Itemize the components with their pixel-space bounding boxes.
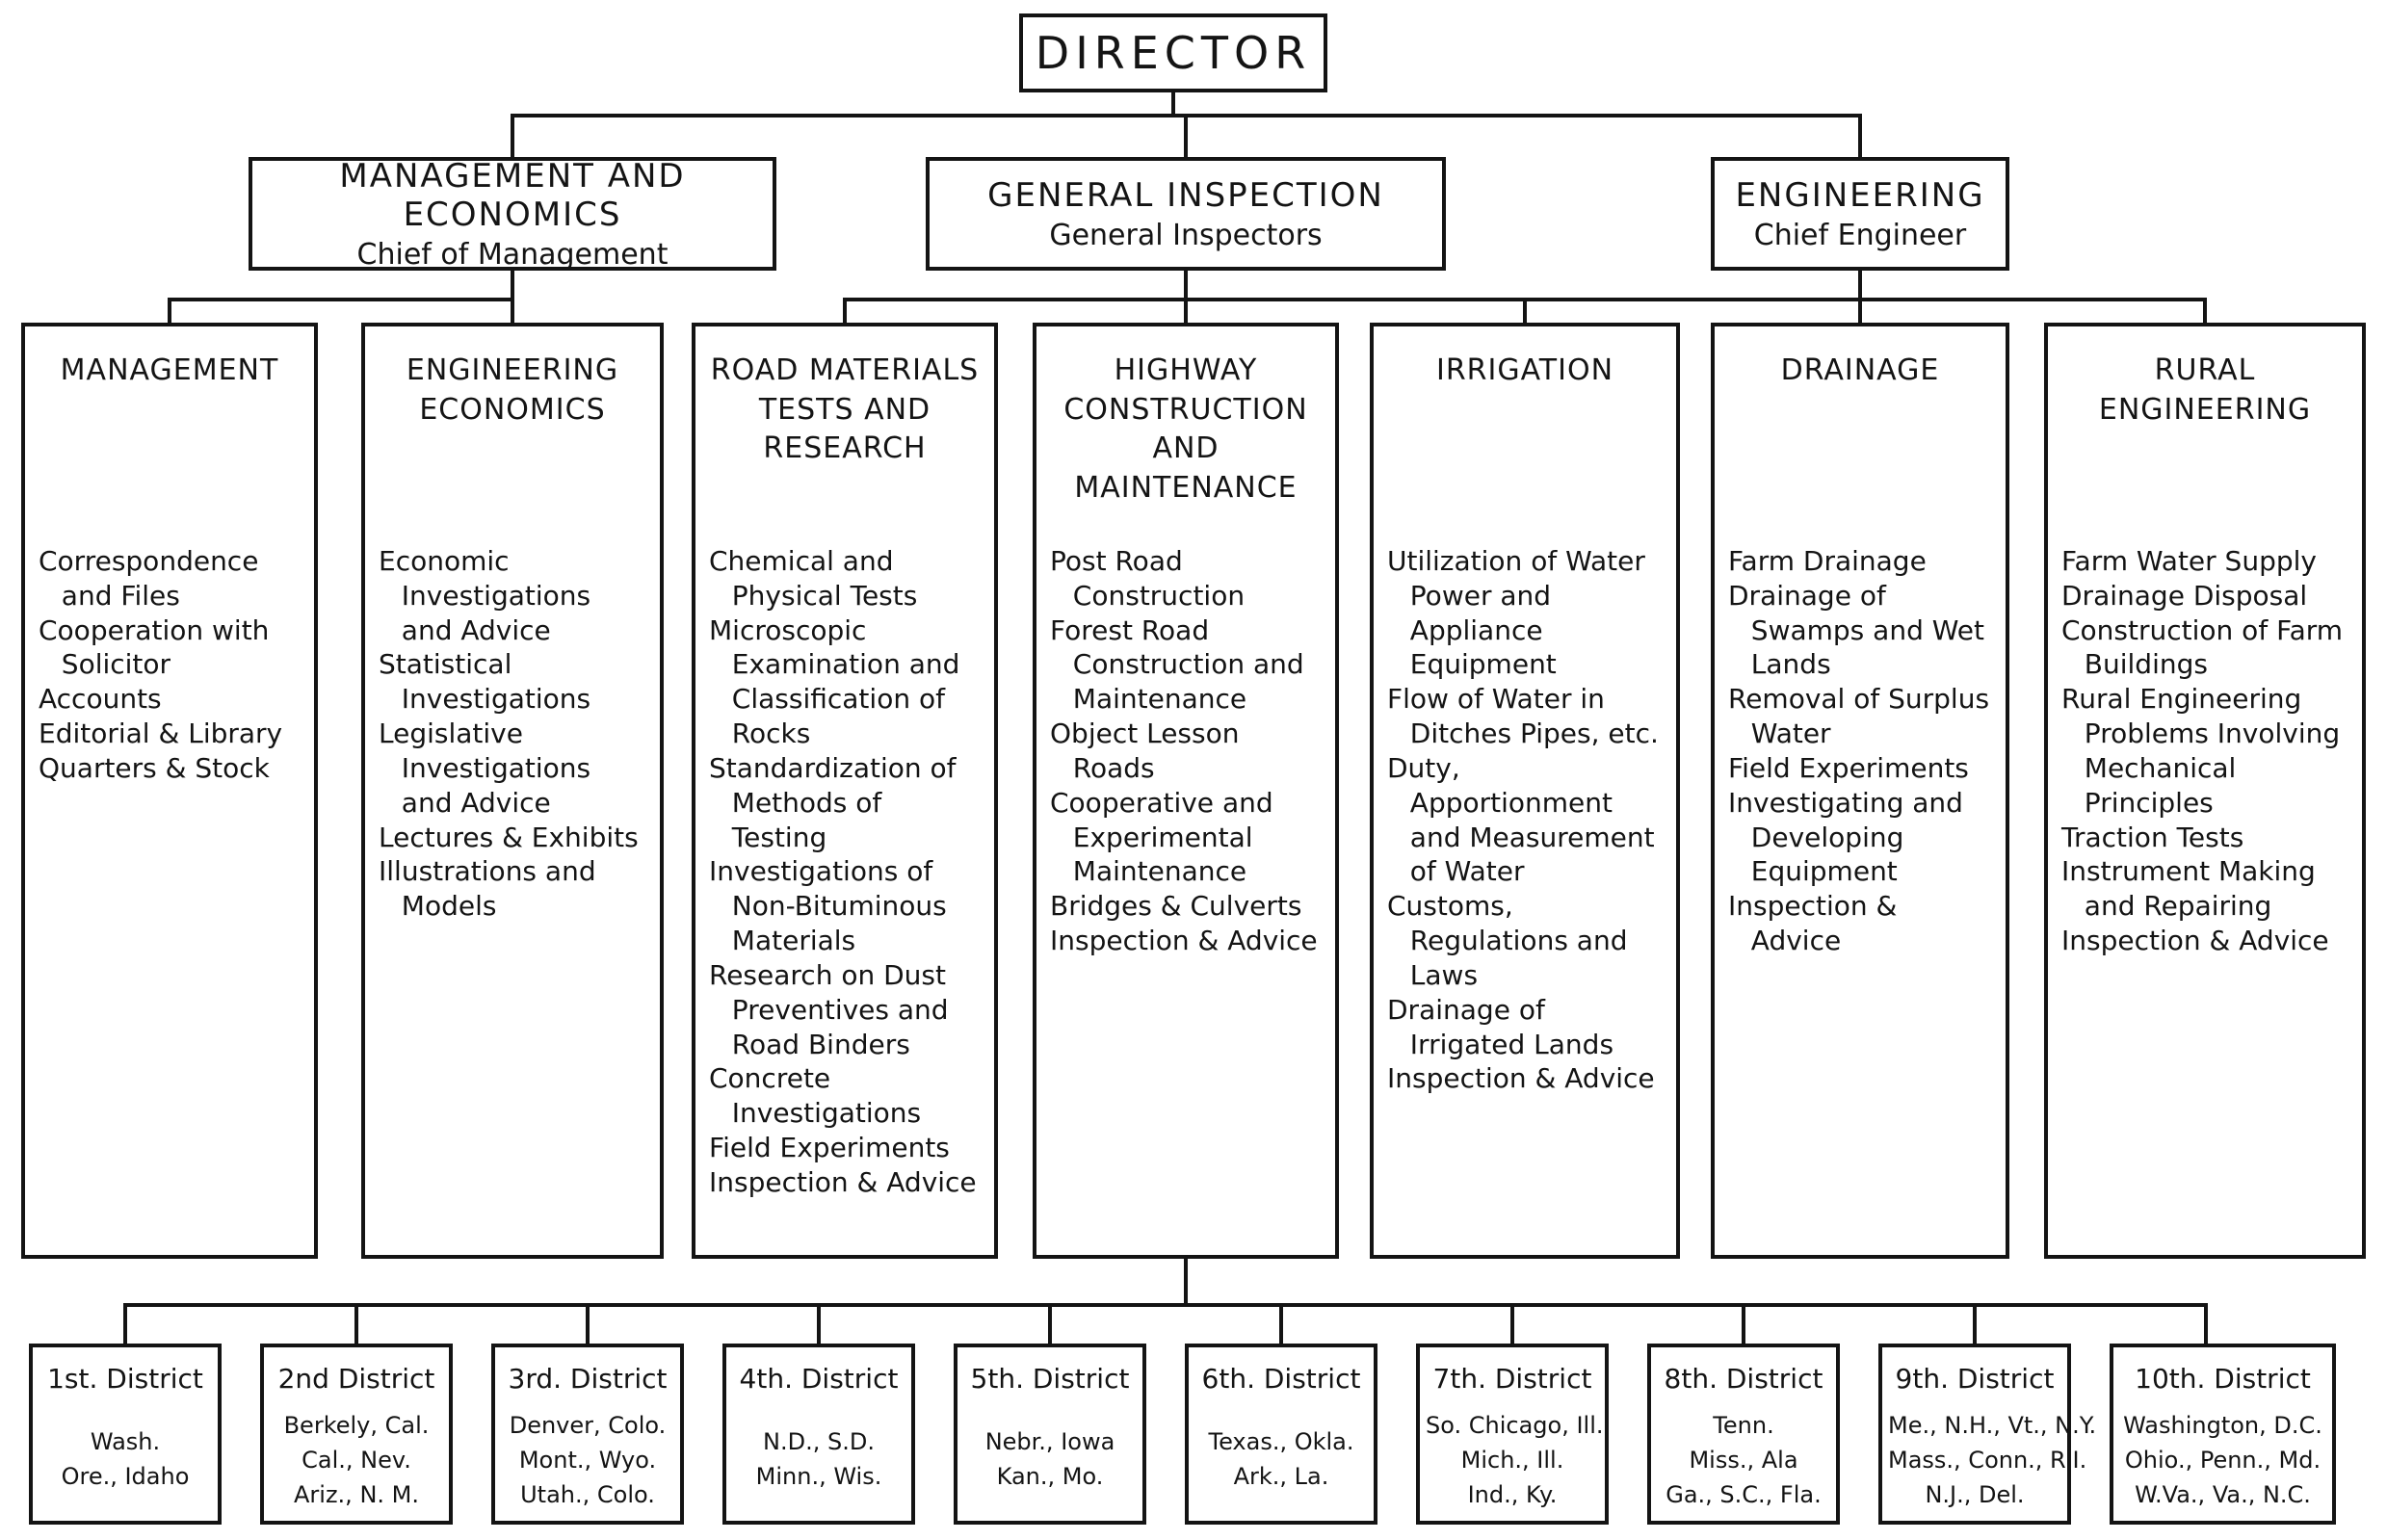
district-box-1 <box>29 1344 222 1525</box>
dept-item: Farm Water Supply <box>2061 545 2317 577</box>
connector-stub-gen-inspection <box>1184 114 1188 157</box>
connector-stub-district-6 <box>1279 1303 1283 1344</box>
dept-title: RURAL ENGINEERING <box>2098 353 2312 427</box>
district-title: 7th. District <box>1432 1363 1592 1395</box>
dept-item: Inspection & Advice <box>2061 925 2329 957</box>
dept-item-list <box>379 544 646 924</box>
dept-item: Post Road Construction <box>1050 545 1246 612</box>
district-line: Minn., Wis. <box>755 1462 882 1490</box>
district-states <box>2119 1395 2326 1512</box>
district-line: Berkely, Cal. <box>283 1412 430 1439</box>
dept-item: Rural Engineering Problems Involving Mechanical Principles <box>2061 683 2341 819</box>
district-line: Tenn. <box>1713 1412 1774 1439</box>
dept-item: Construction of Farm Buildings <box>2061 613 2344 681</box>
dept-item: Removal of Surplus Water <box>1728 683 1990 750</box>
dept-item: Correspondence and Files <box>39 545 259 612</box>
district-box-4 <box>722 1344 915 1525</box>
connector-engineering-drop <box>1858 269 1862 323</box>
district-title: 3rd. District <box>508 1363 668 1395</box>
dept-item: Instrument Making and Repairing <box>2061 855 2316 923</box>
district-title: 2nd District <box>277 1363 435 1395</box>
district-line: Texas., Okla. <box>1208 1427 1354 1455</box>
dept-column-management <box>21 323 318 1259</box>
district-title: 6th. District <box>1201 1363 1361 1395</box>
division-subtitle: Chief Engineer <box>1753 218 1967 252</box>
dept-title: ROAD MATERIALS TESTS AND RESEARCH <box>710 353 980 465</box>
connector-gen-inspection-drop <box>1184 269 1188 323</box>
district-line: Mass., Conn., R.I. <box>1888 1447 2087 1474</box>
dept-item: Cooperation with Solicitor <box>39 613 270 681</box>
dept-item: Drainage of Swamps and Wet Lands <box>1728 579 1984 681</box>
district-title: 9th. District <box>1895 1363 2055 1395</box>
dept-item: Forest Road Construction and Maintenance <box>1050 613 1304 716</box>
district-title: 4th. District <box>739 1363 899 1395</box>
dept-item: Field Experiments <box>709 1132 950 1164</box>
district-box-2 <box>260 1344 453 1525</box>
director-box <box>1019 13 1327 92</box>
dept-item: Drainage of Irrigated Lands <box>1387 993 1614 1060</box>
division-box-engineering <box>1711 157 2009 271</box>
connector-stub-district-10 <box>2204 1303 2208 1344</box>
dept-item-list <box>1050 544 1322 958</box>
connector-left-bus <box>168 298 514 301</box>
dept-column-engineering-economics <box>361 323 664 1259</box>
dept-column-highway-construction-and-maintenance <box>1033 323 1339 1259</box>
district-line: N.J., Del. <box>1925 1481 2025 1508</box>
district-line: Washington, D.C. <box>2123 1412 2322 1439</box>
dept-item: Investigating and Developing Equipment <box>1728 786 1963 888</box>
dept-title: HIGHWAY CONSTRUCTION AND MAINTENANCE <box>1063 353 1308 505</box>
district-box-7 <box>1416 1344 1609 1525</box>
dept-item: Accounts <box>39 683 162 716</box>
district-title: 5th. District <box>970 1363 1130 1395</box>
dept-title: DRAINAGE <box>1780 353 1940 387</box>
district-line: Nebr., Iowa <box>984 1427 1115 1455</box>
dept-column-irrigation <box>1370 323 1680 1259</box>
dept-item: Object Lesson Roads <box>1050 718 1240 784</box>
district-line: Kan., Mo. <box>996 1462 1104 1490</box>
district-states <box>1657 1395 1830 1512</box>
division-title: ENGINEERING <box>1735 175 1985 215</box>
dept-item-list <box>709 544 981 1200</box>
dept-item: Field Experiments <box>1728 751 1969 784</box>
dept-item: Duty, Apportionment and Measurement of Water <box>1387 751 1655 888</box>
connector-highway-drop <box>1184 1259 1188 1305</box>
dept-item: Standardization of Methods of Testing <box>709 751 957 853</box>
dept-item: Lectures & Exhibits <box>379 821 639 853</box>
district-line: So. Chicago, Ill. <box>1426 1412 1604 1439</box>
dept-item: Economic Investigations and Advice <box>379 545 591 646</box>
district-box-6 <box>1185 1344 1377 1525</box>
connector-stub-district-1 <box>123 1303 127 1344</box>
dept-item: Microscopic Examination and Classification of Rocks <box>709 613 960 750</box>
connector-mgmt-econ-drop <box>511 269 514 323</box>
district-line: Denver, Colo. <box>509 1412 667 1439</box>
dept-item: Quarters & Stock <box>39 751 270 784</box>
dept-item: Inspection & Advice <box>1387 1062 1655 1095</box>
connector-stub-district-9 <box>1973 1303 1977 1344</box>
district-states <box>501 1395 674 1512</box>
district-line: Me., N.H., Vt., N.Y. <box>1888 1412 2097 1439</box>
district-title: 8th. District <box>1664 1363 1823 1395</box>
dept-column-rural-engineering <box>2044 323 2366 1259</box>
dept-item: Concrete Investigations <box>709 1062 922 1130</box>
division-box-general-inspection <box>926 157 1446 271</box>
district-states <box>1888 1395 2097 1512</box>
dept-item: Farm Drainage <box>1728 545 1927 577</box>
district-line: Miss., Ala <box>1689 1447 1798 1474</box>
connector-stub-rural-engineering <box>2203 298 2207 323</box>
dept-title: MANAGEMENT <box>60 353 279 387</box>
dept-column-road-materials-tests-and-research <box>692 323 998 1259</box>
district-box-5 <box>954 1344 1146 1525</box>
connector-stub-district-2 <box>354 1303 358 1344</box>
district-box-9 <box>1878 1344 2097 1525</box>
district-title: 1st. District <box>47 1363 203 1395</box>
dept-item: Inspection & Advice <box>709 1165 977 1198</box>
district-line: Cal., Nev. <box>302 1447 411 1474</box>
dept-title: ENGINEERING ECONOMICS <box>406 353 619 427</box>
dept-item-list <box>1387 544 1663 1096</box>
district-line: Mich., Ill. <box>1460 1447 1564 1474</box>
dept-item: Bridges & Culverts <box>1050 890 1302 923</box>
dept-item: Flow of Water in Ditches Pipes, etc. <box>1387 683 1659 750</box>
director-title: DIRECTOR <box>1035 27 1312 79</box>
district-states <box>270 1395 443 1512</box>
district-line: Wash. <box>90 1427 161 1455</box>
district-line: Ind., Ky. <box>1467 1481 1558 1508</box>
connector-stub-district-5 <box>1048 1303 1052 1344</box>
connector-stub-mgmt-econ <box>511 114 514 157</box>
district-line: W.Va., Va., N.C. <box>2135 1481 2311 1508</box>
dept-item: Legislative Investigations and Advice <box>379 718 591 819</box>
connector-stub-engineering <box>1858 114 1862 157</box>
connector-stub-district-8 <box>1742 1303 1745 1344</box>
dept-item: Chemical and Physical Tests <box>709 545 918 612</box>
dept-item: Traction Tests <box>2061 821 2244 853</box>
dept-item: Customs, Regulations and Laws <box>1387 890 1628 991</box>
dept-item: Utilization of Water Power and Appliance Equipment <box>1387 545 1645 681</box>
district-box-10 <box>2110 1344 2336 1525</box>
connector-stub-district-7 <box>1510 1303 1514 1344</box>
dept-item: Inspection & Advice <box>1728 890 1898 957</box>
district-states <box>963 1411 1137 1494</box>
division-title: MANAGEMENT AND ECONOMICS <box>339 156 686 234</box>
dept-item: Research on Dust Preventives and Road Binders <box>709 958 949 1060</box>
district-line: Ark., La. <box>1233 1462 1329 1490</box>
connector-stub-management <box>168 298 171 323</box>
district-states <box>39 1411 212 1494</box>
dept-column-drainage <box>1711 323 2009 1259</box>
dept-item: Investigations of Non-Bituminous Materials <box>709 855 947 957</box>
district-title: 10th. District <box>2135 1363 2311 1395</box>
division-box-management-and-economics <box>249 157 776 271</box>
connector-stub-district-3 <box>586 1303 590 1344</box>
district-box-3 <box>491 1344 684 1525</box>
connector-stub-district-4 <box>817 1303 821 1344</box>
dept-item: Illustrations and Models <box>379 855 596 923</box>
district-line: N.D., S.D. <box>763 1427 875 1455</box>
district-states <box>1426 1395 1604 1512</box>
district-box-8 <box>1647 1344 1840 1525</box>
district-line: Utah., Colo. <box>520 1481 655 1508</box>
district-line: Ga., S.C., Fla. <box>1666 1481 1822 1508</box>
dept-item: Drainage Disposal <box>2061 579 2308 612</box>
dept-item-list <box>2061 544 2348 958</box>
district-line: Ore., Idaho <box>61 1462 190 1490</box>
division-subtitle: Chief of Management <box>356 237 669 272</box>
connector-stub-road-materials <box>843 298 847 323</box>
district-line: Ohio., Penn., Md. <box>2124 1447 2321 1474</box>
district-line: Ariz., N. M. <box>294 1481 419 1508</box>
division-title: GENERAL INSPECTION <box>987 175 1384 215</box>
division-subtitle: General Inspectors <box>1049 218 1323 252</box>
dept-item: Editorial & Library <box>39 718 283 750</box>
district-line: Mont., Wyo. <box>518 1447 657 1474</box>
dept-item-list <box>1728 544 1992 958</box>
dept-item: Cooperative and Experimental Maintenance <box>1050 786 1273 888</box>
dept-item: Inspection & Advice <box>1050 925 1318 957</box>
district-states <box>732 1411 905 1494</box>
dept-title: IRRIGATION <box>1435 353 1614 387</box>
connector-stub-irrigation <box>1523 298 1527 323</box>
district-states <box>1194 1411 1368 1494</box>
dept-item: Statistical Investigations <box>379 648 591 716</box>
dept-item-list <box>39 544 301 786</box>
connector-bottom-bus <box>123 1303 2208 1307</box>
